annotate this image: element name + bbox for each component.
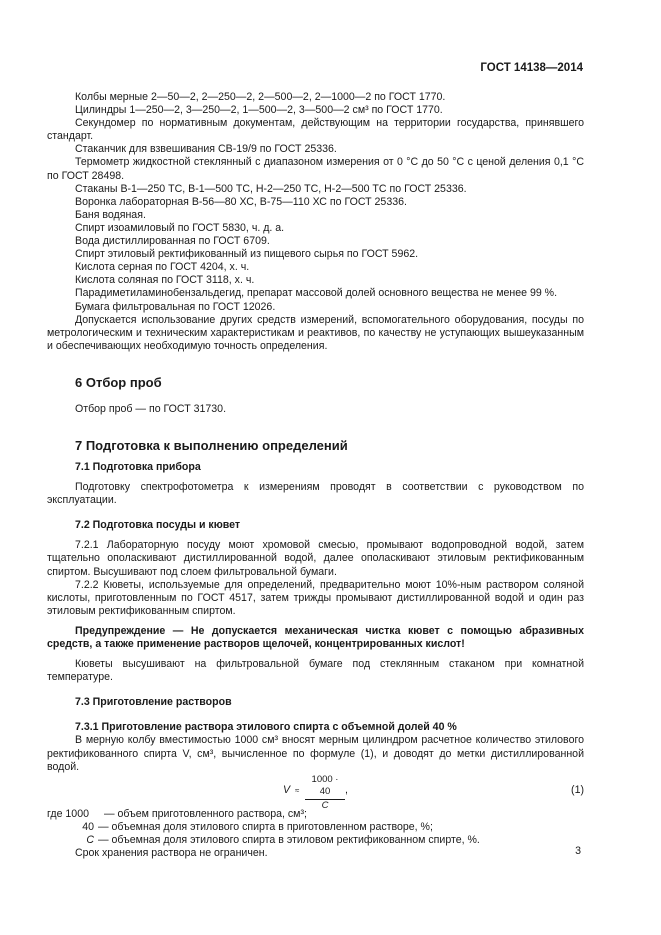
subsection-7-3-title: 7.3 Приготовление растворов bbox=[75, 696, 232, 709]
storage-text: Срок хранения раствора не ограничен. bbox=[75, 847, 268, 860]
equipment-item: Баня водяная. bbox=[75, 208, 146, 221]
formula-numerator: 1000 · 40 bbox=[305, 774, 345, 800]
legend-row bbox=[47, 821, 584, 834]
legend-row bbox=[47, 834, 584, 847]
formula-comma: , bbox=[345, 783, 348, 796]
paragraph-7-3-1-title: 7.3.1 Приготовление раствора этилового спирта с объемной долей 40 % bbox=[75, 721, 457, 734]
page-number: 3 bbox=[575, 845, 581, 857]
equipment-item: Парадиметиламинобензальдегид, препарат массовой долей основного вещества не менее 99 %. bbox=[75, 287, 558, 300]
subsection-7-1-text: Подготовку спектрофотометра к измерениям проводят в соответствии с руководством по эксплуатации. bbox=[47, 481, 584, 507]
equipment-item: Спирт изоамиловый по ГОСТ 5830, ч. д. а. bbox=[75, 221, 285, 234]
formula-denominator: C bbox=[321, 799, 329, 811]
legend-desc: — объем приготовленного раствора, см³; bbox=[104, 807, 307, 820]
equipment-item: Стаканы В-1—250 ТС, В-1—500 ТС, Н-2—250 ТС, Н-2—500 ТС по ГОСТ 25336. bbox=[75, 182, 467, 195]
paragraph-7-3-1-text: В мерную колбу вместимостью 1000 см³ вносят мерным цилиндром расчетное количество этилового ректификованного спирта V, см³, вычисленное по формуле (1), и доводят до метки дистиллированной водой. bbox=[47, 734, 584, 773]
equipment-item: Цилиндры 1—250—2, 3—250—2, 1—500—2, 3—500—2 см³ по ГОСТ 1770. bbox=[75, 104, 443, 117]
equipment-item: Бумага фильтровальная по ГОСТ 12026. bbox=[75, 300, 276, 313]
equipment-item: Кислота соляная по ГОСТ 3118, х. ч. bbox=[75, 274, 255, 287]
legend-symbol: 40 bbox=[82, 820, 94, 833]
legend-row bbox=[47, 808, 584, 821]
formula-lhs: V bbox=[283, 783, 291, 796]
equipment-item: Спирт этиловый ректификованный из пищевого сырья по ГОСТ 5962. bbox=[75, 248, 419, 261]
section-7-title: 7 Подготовка к выполнению определений bbox=[75, 437, 348, 453]
drying-text: Кюветы высушивают на фильтровальной бумаге под стеклянным стаканом при комнатной температуре. bbox=[47, 658, 584, 684]
subsection-7-2-title: 7.2 Подготовка посуды и кювет bbox=[75, 519, 241, 532]
standard-header: ГОСТ 14138—2014 bbox=[480, 62, 583, 74]
equipment-item: Кислота серная по ГОСТ 4204, х. ч. bbox=[75, 261, 250, 274]
legend-desc: — объемная доля этилового спирта в приготовленном растворе, %; bbox=[98, 820, 433, 833]
paragraph-7-2-2: 7.2.2 Кюветы, используемые для определений, предварительно моют 10%-ным раствором соляной кислоты, приготовленным по ГОСТ 4517, затем трижды промывают дистиллированной водой и один раз этиловым ректификованным спиртом. bbox=[47, 578, 584, 617]
equipment-item: Секундомер по нормативным документам, действующим на территории государства, принявшего стандарт. bbox=[47, 117, 584, 143]
formula-approx-sign: ≈ bbox=[295, 785, 300, 795]
document-body bbox=[47, 91, 584, 860]
equipment-item: Термометр жидкостной стеклянный с диапазоном измерения от 0 °С до 50 °С с ценой деления 0,1 °С по ГОСТ 28498. bbox=[47, 156, 584, 182]
subsection-7-1-title: 7.1 Подготовка прибора bbox=[75, 460, 201, 473]
formula-fraction bbox=[305, 774, 345, 812]
paragraph-7-2-1: 7.2.1 Лабораторную посуду моют хромовой смесью, промывают водопроводной водой, затем тщательно ополаскивают дистиллированной водой, далее ополаскивают этиловым ректификованным спиртом. Высушивают под слоем фильтровальной бумаги. bbox=[47, 539, 584, 578]
formula-1 bbox=[47, 773, 584, 811]
equipment-note: Допускается использование других средств измерений, вспомогательного оборудования, посуды по метрологическим и техническим характеристикам и реактивов, по качеству не уступающих вышеуказанным и обеспечивающих необходимую точность определения. bbox=[47, 313, 584, 352]
legend-where: где 1000 bbox=[47, 807, 89, 820]
legend-symbol: C bbox=[86, 833, 94, 846]
equipment-item: Колбы мерные 2—50—2, 2—250—2, 2—500—2, 2—1000—2 по ГОСТ 1770. bbox=[75, 91, 446, 103]
section-6-title: 6 Отбор проб bbox=[75, 374, 162, 390]
equipment-item: Стаканчик для взвешивания СВ-19/9 по ГОСТ 25336. bbox=[75, 143, 337, 156]
section-6-text: Отбор проб — по ГОСТ 31730. bbox=[75, 402, 227, 415]
legend-desc: — объемная доля этилового спирта в этиловом ректификованном спирте, %. bbox=[98, 833, 480, 846]
warning-text: Предупреждение — Не допускается механическая чистка кювет с помощью абразивных средств, а также применение растворов щелочей, концентрированных кислот! bbox=[47, 624, 584, 650]
equipment-item: Вода дистиллированная по ГОСТ 6709. bbox=[75, 235, 270, 248]
formula-number: (1) bbox=[571, 783, 584, 796]
equipment-item: Воронка лабораторная В-56—80 ХС, В-75—110 ХС по ГОСТ 25336. bbox=[75, 195, 407, 208]
